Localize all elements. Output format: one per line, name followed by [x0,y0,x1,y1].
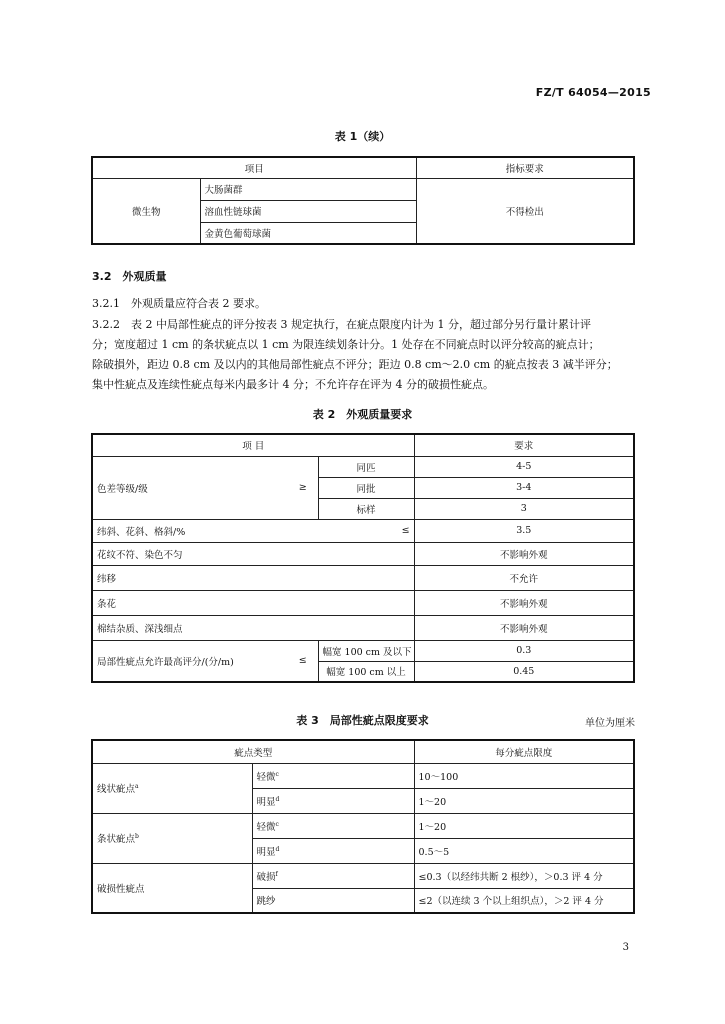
table3 [91,739,635,914]
table3-unit: 单位为厘米 [585,718,635,729]
local-defect-label: 局部性疵点允许最高评分/(分/m) [92,640,288,682]
table2-col-req: 要求 [414,434,634,456]
table1-col-req: 指标要求 [416,157,634,178]
defect-sub: 轻微$^c$ [252,763,414,788]
paragraph-3-2-2-line: 3.2.2 表 2 中局部性疵点的评分按表 3 规定执行，在疵点限度内计为 1 分，超过部分另行量计累计评 [92,318,591,331]
standard-number: FZ/T 64054—2015 [535,86,651,99]
streak-label: 条花 [92,590,414,615]
pattern-req: 不影响外观 [414,542,634,565]
shift-req: 不允许 [414,565,634,590]
table3-col-limit: 每分疵点限度 [414,740,634,763]
table1-req: 不得检出 [416,178,634,244]
defect-limit: 10～100 [414,763,634,788]
table2-caption: 表 2 外观质量要求 [312,408,413,421]
section-heading: 3.2 外观质量 [92,270,167,283]
paragraph-3-2-1: 3.2.1 外观质量应符合表 2 要求。 [92,297,266,310]
defect-limit: 0.5～5 [414,838,634,863]
table2 [91,433,635,683]
skew-symbol: ≤ [318,519,414,542]
color-sub: 同匹 [318,456,414,477]
local-req: 0.45 [414,661,634,682]
defect-group: 线状疵点$^a$ [92,763,252,813]
color-req: 3 [414,498,634,519]
defect-limit: 1～20 [414,813,634,838]
defect-sub: 明显$^d$ [252,788,414,813]
defect-group: 条状疵点$^b$ [92,813,252,863]
defect-limit: ≤0.3（以经纬共断 2 根纱），＞0.3 评 4 分 [414,863,634,888]
color-req: 3-4 [414,477,634,498]
page-number: 3 [622,942,629,953]
color-sub: 同批 [318,477,414,498]
table3-col-type: 疵点类型 [92,740,414,763]
defect-sub: 破损$^f$ [252,863,414,888]
skew-label: 纬斜、花斜、格斜/% [92,519,318,542]
streak-req: 不影响外观 [414,590,634,615]
color-diff-label: 色差等级/级 [92,456,288,519]
local-req: 0.3 [414,640,634,661]
shift-label: 纬移 [92,565,414,590]
table1-row: 溶血性链球菌 [200,200,416,222]
pattern-label: 花纹不符、染色不匀 [92,542,414,565]
impurity-label: 棉结杂质、深浅细点 [92,615,414,640]
table1-caption: 表 1（续） [334,130,391,143]
local-defect-symbol: ≤ [288,640,318,682]
defect-limit: 1～20 [414,788,634,813]
color-diff-symbol: ≥ [288,456,318,519]
table1 [91,156,635,245]
table1-col-item: 项目 [92,157,416,178]
defect-limit: ≤2（以连续 3 个以上组织点），＞2 评 4 分 [414,888,634,913]
table1-group: 微生物 [92,178,200,244]
skew-req: 3.5 [414,519,634,542]
defect-sub: 明显$^d$ [252,838,414,863]
defect-sub: 跳纱 [252,888,414,913]
table3-caption: 表 3 局部性疵点限度要求 [296,714,429,727]
defect-group: 破损性疵点 [92,863,252,913]
table1-row: 金黄色葡萄球菌 [200,222,416,244]
table2-col-item: 项 目 [92,434,414,456]
local-sub: 幅宽 100 cm 以上 [318,661,414,682]
defect-sub: 轻微$^c$ [252,813,414,838]
paragraph-3-2-2-line: 集中性疵点及连续性疵点每米内最多计 4 分；不允许存在评为 4 分的破损性疵点。 [92,378,494,391]
impurity-req: 不影响外观 [414,615,634,640]
color-sub: 标样 [318,498,414,519]
local-sub: 幅宽 100 cm 及以下 [318,640,414,661]
table1-row: 大肠菌群 [200,178,416,200]
color-req: 4-5 [414,456,634,477]
paragraph-3-2-2-line: 分；宽度超过 1 cm 的条状疵点以 1 cm 为限连续划条计分。1 处存在不同疵点时以评分较高的疵点计； [92,338,600,351]
paragraph-3-2-2-line: 除破損外，距边 0.8 cm 及以内的其他局部性疵点不评分；距边 0.8 cm～2.0 cm 的疵点按表 3 减半评分； [92,358,618,371]
